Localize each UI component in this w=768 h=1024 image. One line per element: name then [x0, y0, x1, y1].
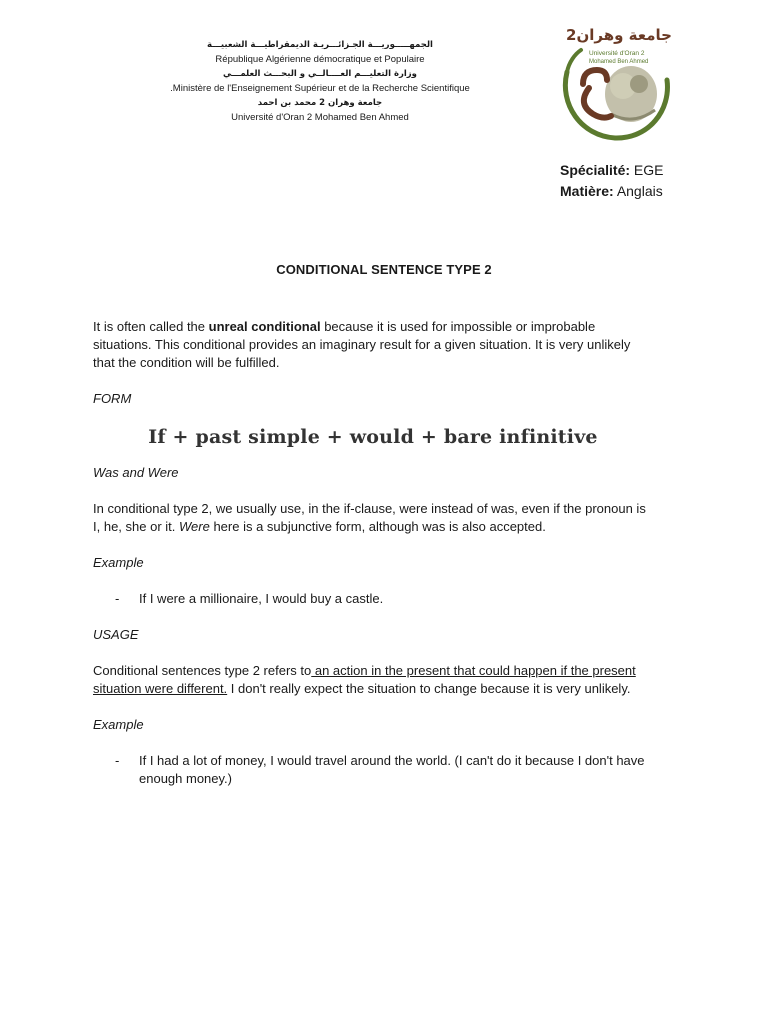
speciality-row: [560, 160, 664, 181]
header-arabic-republic: الجمهـــــوريـــة الجـزائـــريـة الديمقراطيـــة الشعبيـــة: [207, 40, 433, 50]
was-were-text-b: here is a subjunctive form, although was is also accepted.: [209, 519, 546, 534]
header-arabic-university: جامعة وهران 2 محمد بن احمد: [257, 98, 383, 108]
logo-line-2: Mohamed Ben Ahmed: [589, 59, 649, 65]
example-1-text: If I were a millionaire, I would buy a castle.: [139, 591, 384, 606]
document-body: [93, 318, 653, 788]
subject-value: Anglais: [616, 183, 663, 199]
usage-underlined: an action in the present that could happen if the present situation were different.: [93, 663, 636, 696]
subject-row: [560, 181, 664, 202]
bullet-dash: -: [115, 591, 120, 606]
header-university: Université d'Oran 2 Mohamed Ben Ahmed: [231, 111, 409, 123]
intro-paragraph: [93, 318, 653, 372]
logo-arabic-name: جامعة وهران2: [566, 26, 672, 44]
header-republic: République Algérienne démocratique et Populaire: [215, 53, 425, 65]
usage-text-b: I don't really expect the situation to change because it is very unlikely.: [227, 681, 631, 696]
usage-label: USAGE: [93, 627, 139, 642]
intro-text-a: It is often called the: [93, 319, 209, 334]
example-label-2: Example: [93, 717, 144, 732]
intro-bold-term: unreal conditional: [208, 319, 321, 334]
institution-header: [140, 38, 500, 125]
subject-label: Matière:: [560, 183, 614, 199]
was-were-italic: Were: [179, 519, 210, 534]
conditional-formula: If + past simple + would + bare infinitive: [148, 426, 598, 448]
speciality-label: Spécialité:: [560, 162, 631, 178]
usage-paragraph: [93, 662, 653, 698]
example-label-1: Example: [93, 555, 144, 570]
course-meta: [560, 160, 664, 202]
form-label: FORM: [93, 391, 132, 406]
bullet-dash: -: [115, 753, 120, 768]
header-arabic-ministry: وزارة التعليـــم العــــالــي و البحـــث العلمـــي: [223, 69, 417, 79]
was-were-label: Was and Were: [93, 465, 179, 480]
logo-line-1: Université d'Oran 2: [589, 50, 645, 57]
list-item: [115, 752, 653, 788]
document-title: CONDITIONAL SENTENCE TYPE 2: [276, 262, 492, 277]
was-were-paragraph: [93, 500, 653, 536]
was-were-text-a: In conditional type 2, we usually use, in the if-clause, were instead of was, even if the pronoun is I, he, she or it.: [93, 501, 646, 534]
list-item: [115, 590, 653, 608]
speciality-value: EGE: [633, 162, 664, 178]
intro-text-b: because it is used for impossible or improbable situations. This conditional provides an imaginary result for a given situation. It is very unlikely that the condition will be fulfilled.: [93, 319, 631, 370]
university-logo-icon: [553, 22, 675, 142]
usage-text-a: Conditional sentences type 2 refers to: [93, 663, 312, 678]
example-2-text: If I had a lot of money, I would travel around the world. (I can't do it because I don't have enough money.): [139, 753, 645, 786]
header-ministry: .Ministère de l'Enseignement Supérieur et de la Recherche Scientifique: [170, 82, 470, 94]
